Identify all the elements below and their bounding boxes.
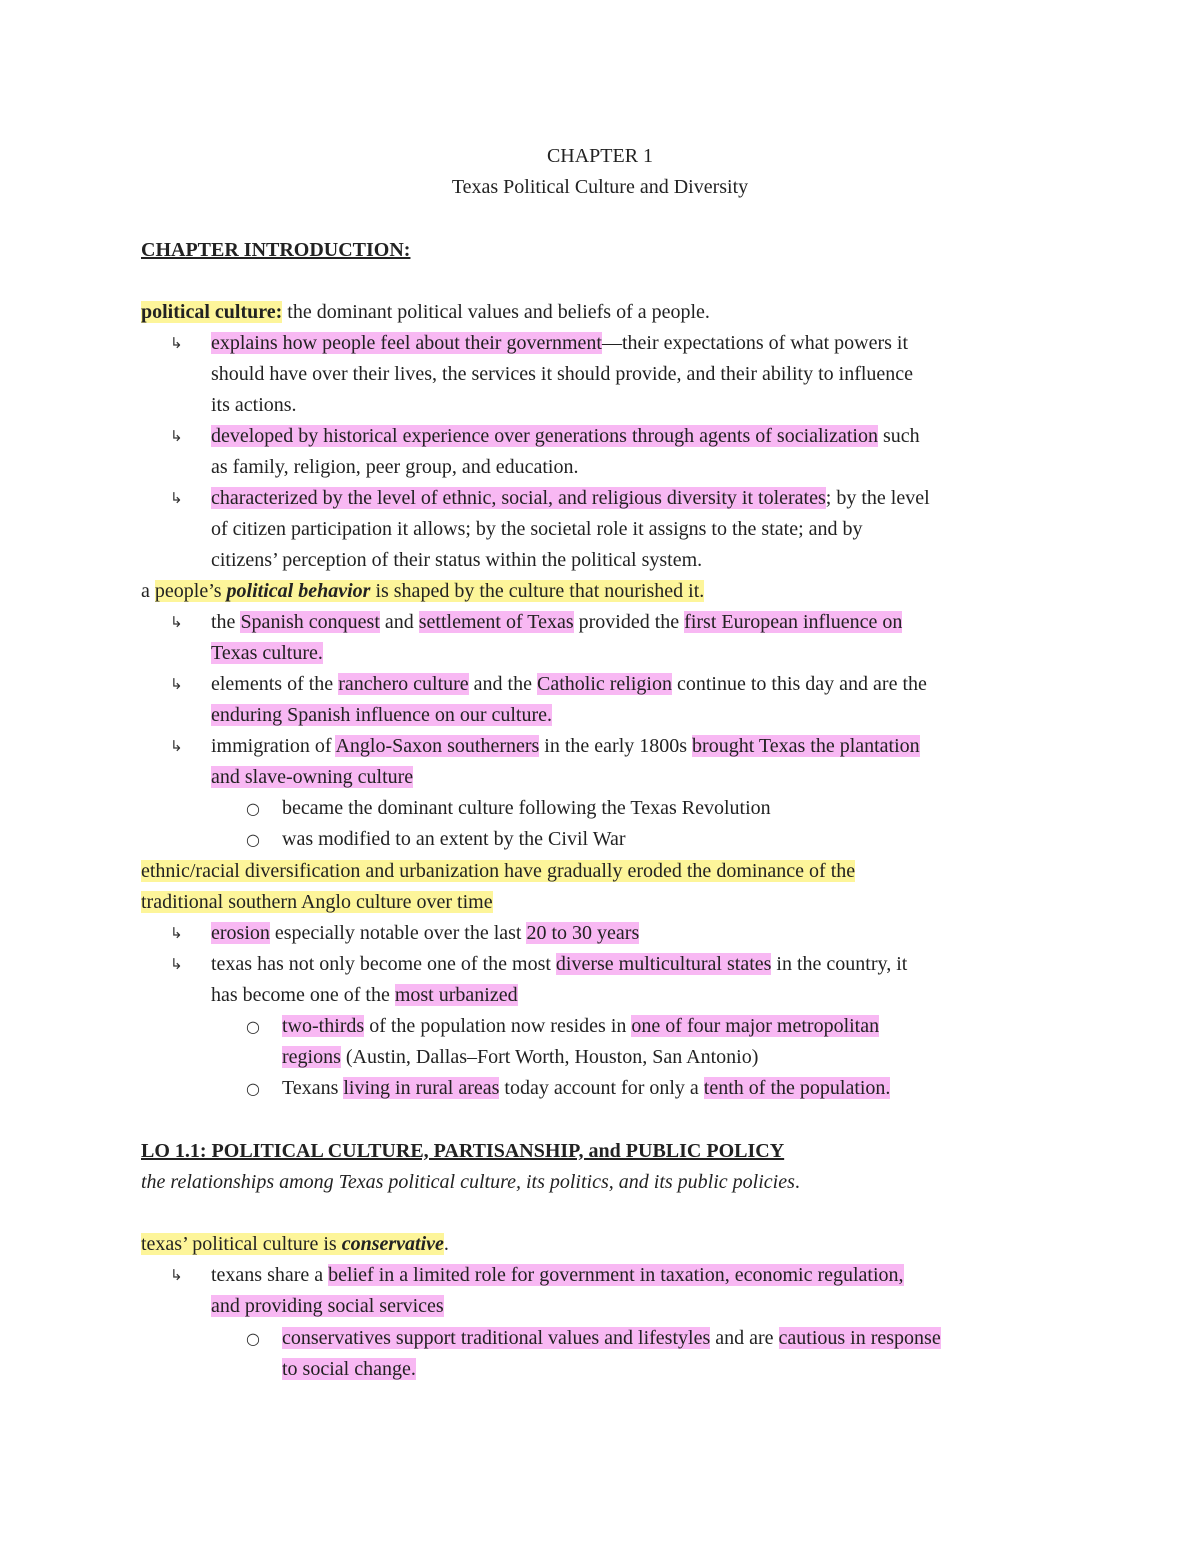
definition-line: political culture: the dominant political values and beliefs of a people. (141, 301, 710, 323)
bullet-line: enduring Spanish influence on our culture. (211, 704, 553, 726)
bullet-line: should have over their lives, the services it should provide, and their ability to influence (211, 363, 914, 385)
arrow-bullet-icon: ↳ (170, 924, 183, 942)
bullet-line: and slave-owning culture (211, 766, 414, 788)
intro-heading: CHAPTER INTRODUCTION: (141, 239, 411, 261)
bullet-line: immigration of Anglo-Saxon southerners in the early 1800s brought Texas the plantation (211, 735, 920, 757)
behavior-line: a people’s political behavior is shaped by the culture that nourished it. (141, 580, 705, 602)
sub-bullet-line: became the dominant culture following the Texas Revolution (282, 797, 771, 819)
arrow-bullet-icon: ↳ (170, 489, 183, 507)
bullet-line: developed by historical experience over generations through agents of socialization such (211, 425, 920, 447)
conservative-line: texas’ political culture is conservative. (141, 1233, 449, 1255)
bullet-line: texas has not only become one of the most diverse multicultural states in the country, it (211, 953, 908, 975)
bullet-line: erosion especially notable over the last 20 to 30 years (211, 922, 640, 944)
bullet-line: characterized by the level of ethnic, social, and religious diversity it tolerates; by the level (211, 487, 930, 509)
bullet-line: citizens’ perception of their status within the political system. (211, 549, 703, 571)
bullet-line: texans share a belief in a limited role for government in taxation, economic regulation, (211, 1264, 904, 1286)
arrow-bullet-icon: ↳ (170, 737, 183, 755)
bullet-line: explains how people feel about their government—their expectations of what powers it (211, 332, 909, 354)
arrow-bullet-icon: ↳ (170, 675, 183, 693)
circle-bullet-icon: ○ (246, 830, 260, 849)
bullet-line: the Spanish conquest and settlement of Texas provided the first European influence on (211, 611, 903, 633)
bullet-line: its actions. (211, 394, 297, 416)
bullet-line: has become one of the most urbanized (211, 984, 518, 1006)
sub-bullet-line: was modified to an extent by the Civil War (282, 828, 626, 850)
bullet-line: and providing social services (211, 1295, 444, 1317)
diversification-line: ethnic/racial diversification and urbanization have gradually eroded the dominance of the (141, 860, 856, 882)
sub-bullet-line: to social change. (282, 1358, 416, 1380)
diversification-line: traditional southern Anglo culture over time (141, 891, 493, 913)
circle-bullet-icon: ○ (246, 1329, 260, 1348)
lo-heading: LO 1.1: POLITICAL CULTURE, PARTISANSHIP, and PUBLIC POLICY (141, 1140, 785, 1162)
behavior-highlight: people’s political behavior is shaped by the culture that nourished it. (154, 580, 705, 602)
sub-bullet-line: Texans living in rural areas today account for only a tenth of the population. (282, 1077, 891, 1099)
behavior-term: political behavior (226, 580, 371, 602)
arrow-bullet-icon: ↳ (170, 334, 183, 352)
conservative-term: conservative (341, 1233, 444, 1255)
lo-subtitle: the relationships among Texas political culture, its politics, and its public policies. (141, 1171, 800, 1193)
circle-bullet-icon: ○ (246, 799, 260, 818)
arrow-bullet-icon: ↳ (170, 427, 183, 445)
sub-bullet-line: two-thirds of the population now resides in one of four major metropolitan (282, 1015, 880, 1037)
arrow-bullet-icon: ↳ (170, 1266, 183, 1284)
bullet-line: of citizen participation it allows; by the societal role it assigns to the state; and by (211, 518, 863, 540)
circle-bullet-icon: ○ (246, 1017, 260, 1036)
arrow-bullet-icon: ↳ (170, 955, 183, 973)
circle-bullet-icon: ○ (246, 1079, 260, 1098)
bullet-line: elements of the ranchero culture and the Catholic religion continue to this day and are the (211, 673, 927, 695)
sub-bullet-line: regions (Austin, Dallas–Fort Worth, Houston, San Antonio) (282, 1046, 759, 1068)
definition-term: political culture: (141, 301, 283, 323)
sub-bullet-line: conservatives support traditional values and lifestyles and are cautious in response (282, 1327, 941, 1349)
chapter-number: CHAPTER 1 (546, 145, 654, 167)
bullet-line: Texas culture. (211, 642, 323, 664)
bullet-line: as family, religion, peer group, and education. (211, 456, 579, 478)
arrow-bullet-icon: ↳ (170, 613, 183, 631)
chapter-title: Texas Political Culture and Diversity (451, 176, 749, 198)
